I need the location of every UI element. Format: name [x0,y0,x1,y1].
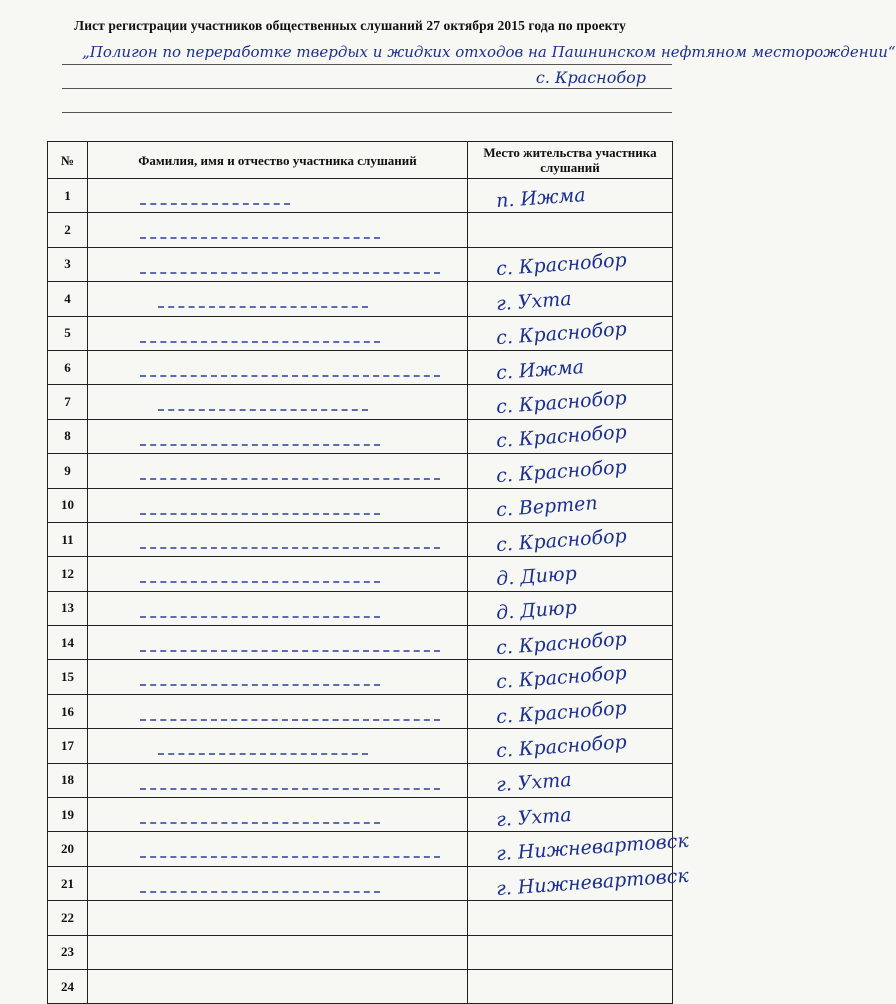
residence-cell [468,694,673,728]
redacted-signature [140,331,380,343]
redacted-signature [140,503,380,515]
residence-handwritten: с. Краснобор [495,318,628,350]
residence-cell [468,626,673,660]
residence-handwritten [468,223,672,237]
redacted-signature [140,606,380,618]
row-number: 6 [48,350,88,384]
redacted-signature [140,262,440,274]
participant-name-cell [88,866,468,900]
table-row [48,557,673,591]
residence-cell [468,798,673,832]
table-row [48,935,673,969]
participant-name-cell [88,969,468,1003]
residence-handwritten: д. Диюр [495,596,578,625]
table-row [48,179,673,213]
redacted-signature [140,227,380,239]
table-row [48,729,673,763]
redacted-signature [140,571,380,583]
residence-cell [468,591,673,625]
participant-name-cell [88,660,468,694]
table-row [48,350,673,384]
participants-table [47,141,690,1004]
row-number: 13 [48,591,88,625]
row-number: 15 [48,660,88,694]
row-number: 5 [48,316,88,350]
residence-handwritten: с. Краснобор [495,662,628,694]
table-row [48,488,673,522]
residence-handwritten: д. Диюр [495,562,578,591]
redacted-signature [140,881,380,893]
participant-name-cell [88,179,468,213]
table-row [48,763,673,797]
redacted-signature [140,674,380,686]
residence-handwritten [468,945,672,959]
row-number: 18 [48,763,88,797]
participant-name-cell [88,419,468,453]
table-row [48,832,673,866]
participant-name-cell [88,729,468,763]
participant-name-cell [88,763,468,797]
participant-name-cell [88,901,468,935]
residence-cell [468,247,673,281]
table-row [48,591,673,625]
participant-name-cell [88,626,468,660]
table-row [48,660,673,694]
table-row [48,969,673,1003]
participant-name-cell [88,522,468,556]
row-number: 7 [48,385,88,419]
row-number: 14 [48,626,88,660]
residence-cell [468,419,673,453]
residence-cell [468,729,673,763]
row-number: 2 [48,213,88,247]
project-city: с. Краснобор [535,68,646,87]
table-row [48,798,673,832]
table-row [48,522,673,556]
row-number: 23 [48,935,88,969]
residence-cell [468,350,673,384]
project-line-2 [62,66,672,89]
residence-handwritten: с. Краснобор [495,696,628,728]
residence-cell [468,763,673,797]
participant-name-cell [88,385,468,419]
table-row [48,626,673,660]
redacted-signature [140,365,440,377]
header-full-name: Фамилия, имя и отчество участника слушаний [88,142,468,179]
header-number: № [48,142,88,179]
residence-handwritten: с. Краснобор [495,421,628,453]
redacted-signature [140,640,440,652]
table-row [48,866,673,900]
participant-name-cell [88,213,468,247]
residence-handwritten: п. Ижма [495,183,587,212]
residence-handwritten: г. Ухта [495,803,573,831]
row-number: 8 [48,419,88,453]
residence-handwritten [468,980,672,994]
participant-name-cell [88,350,468,384]
residence-handwritten: с. Краснобор [495,731,628,763]
residence-cell [468,660,673,694]
table-row [48,901,673,935]
participant-name-cell [88,454,468,488]
residence-handwritten: г. Нижневартовск [495,829,690,866]
residence-handwritten: г. Нижневартовск [495,864,690,900]
row-number: 21 [48,866,88,900]
residence-handwritten: г. Ухта [495,769,573,797]
participant-name-cell [88,282,468,316]
residence-cell [468,488,673,522]
table-row [48,213,673,247]
residence-cell [468,316,673,350]
residence-cell [468,282,673,316]
participant-name-cell [88,694,468,728]
redacted-signature [158,399,368,411]
participant-name-cell [88,832,468,866]
participant-name-cell [88,557,468,591]
residence-cell [468,179,673,213]
row-number: 20 [48,832,88,866]
table-row [48,316,673,350]
residence-cell [468,385,673,419]
redacted-signature [140,709,440,721]
table-header-row [48,142,673,179]
row-number: 12 [48,557,88,591]
participant-name-cell [88,247,468,281]
page-title: Лист регистрации участников общественных слушаний 27 октября 2015 года по проекту [74,18,626,33]
redacted-signature [158,743,368,755]
participant-name-cell [88,316,468,350]
residence-handwritten: с. Краснобор [495,455,628,487]
participant-name-cell [88,935,468,969]
residence-handwritten: с. Краснобор [495,387,628,419]
residence-cell [468,864,690,900]
participant-name-cell [88,488,468,522]
residence-cell [468,829,690,866]
residence-handwritten: с. Краснобор [495,524,628,556]
residence-handwritten: с. Краснобор [495,627,628,659]
residence-cell [468,454,673,488]
row-number: 4 [48,282,88,316]
row-number: 10 [48,488,88,522]
row-number: 1 [48,179,88,213]
residence-cell [468,213,673,247]
table-row [48,282,673,316]
redacted-signature [140,193,290,205]
table-row [48,419,673,453]
redacted-signature [140,778,440,790]
row-number: 11 [48,522,88,556]
project-line-3 [62,90,672,113]
row-number: 3 [48,247,88,281]
participant-name-cell [88,798,468,832]
residence-cell [468,522,673,556]
table-row [48,454,673,488]
row-number: 16 [48,694,88,728]
row-number: 19 [48,798,88,832]
row-number: 9 [48,454,88,488]
row-number: 22 [48,901,88,935]
redacted-signature [140,537,440,549]
redacted-signature [140,812,380,824]
residence-handwritten: с. Вертеп [495,492,599,522]
table-row [48,385,673,419]
residence-cell [468,935,673,969]
redacted-signature [158,296,368,308]
redacted-signature [140,434,380,446]
participant-name-cell [88,591,468,625]
residence-handwritten [468,911,672,925]
project-name: „Полигон по переработке твердых и жидких отходов на Пашнинском нефтяном месторождении“ [82,43,896,61]
redacted-signature [140,846,440,858]
row-number: 17 [48,729,88,763]
project-line-1 [62,42,896,65]
residence-cell [468,969,673,1003]
table-row [48,247,673,281]
table-row [48,694,673,728]
residence-cell [468,557,673,591]
residence-handwritten: с. Ижма [495,355,585,384]
header-residence: Место жительства участника слушаний [468,142,673,179]
residence-handwritten: с. Краснобор [495,249,628,281]
residence-handwritten: г. Ухта [495,287,573,315]
row-number: 24 [48,969,88,1003]
redacted-signature [140,468,440,480]
residence-cell [468,901,673,935]
